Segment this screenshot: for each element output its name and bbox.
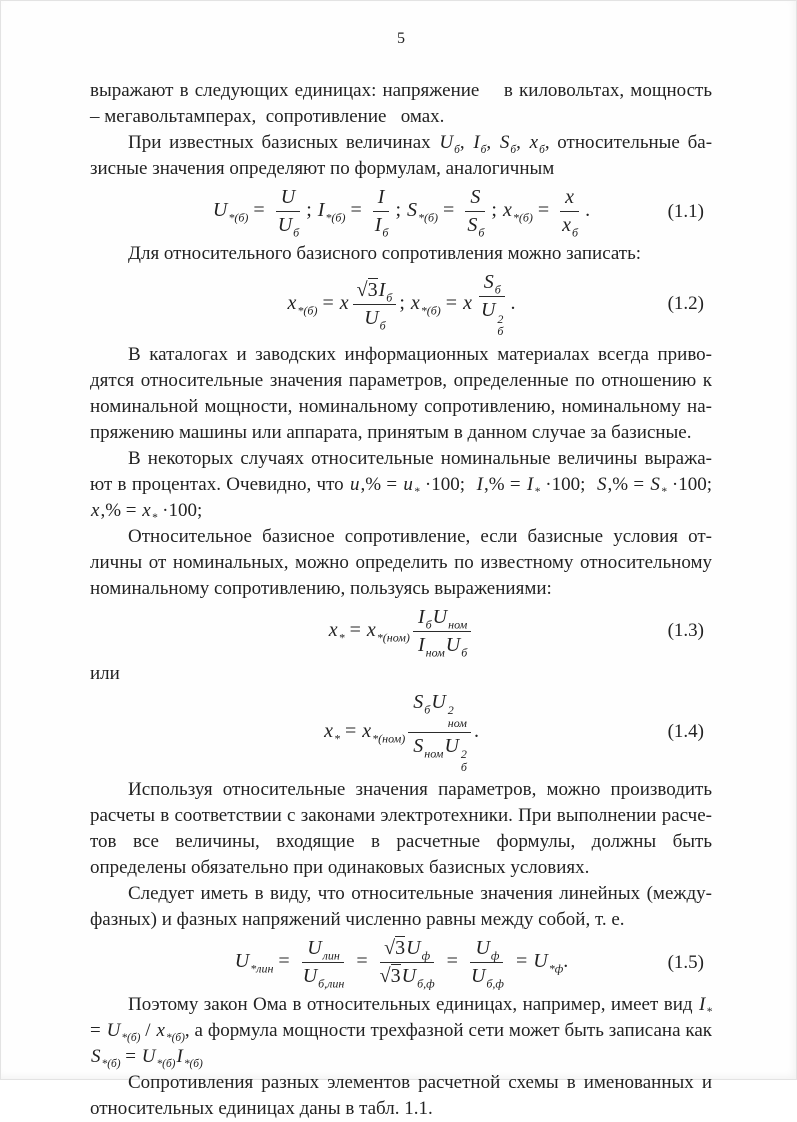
equation-1-2-body: $x_{*(б)} = x$ $\frac{√3I_б}{U_б}$ ; $x_{*(б)} = x$ $S_б$ U 2 б . — [287, 271, 516, 339]
paragraph-using-relative: Используя относительные значения параметров, можно производить расчеты в соответствии с законами электротехники. При выполнении расчетов все величины, входящие в расчетные формулы, должны быть определены обязательно при одинаковых базисных условиях. — [90, 779, 712, 879]
equation-1-3-number: (1.3) — [667, 620, 704, 642]
equation-1-4 — [90, 691, 712, 774]
word-or: или — [90, 662, 120, 684]
equation-1-2-number: (1.2) — [667, 293, 704, 315]
paragraph-table-ref: Сопротивления разных элементов расчетной схемы в именованных и относительных единицах даны в табл. 1.1. — [90, 1072, 712, 1120]
equation-1-1 — [90, 186, 712, 240]
equation-1-1-number: (1.1) — [667, 200, 704, 222]
equation-1-4-number: (1.4) — [667, 721, 704, 743]
equation-1-1-body: $U_{*(б)}$ = $\frac{U}{U_б}$ ; $I_{*(б)}$ = $\frac{I}{I_б}$ ; $S_{*(б)}$ = $\frac{S}{S_б}$ ; $x_{*(б)}$ = $\frac{x}{x_б}$ . — [212, 186, 591, 240]
equation-1-5-body: $U_{*лин}$ = $\frac{U_{лин}}{U_{б,лин}}$ = $\frac{√3U_ф}{√3U_{б,ф}}$ = $\frac{U_ф}{U_{б,ф}}$ = $U_{*ф}$. — [234, 937, 569, 991]
paragraph-line-phase: Следует иметь в виду, что относительные значения линейных (междуфазных) и фазных напряжений численно равны между собой, т. е. — [90, 883, 712, 931]
paragraph-catalogs: В каталогах и заводских информационных материалах всегда приводятся относительные значения параметров, определенные по отношению к номинальной мощности, номинальному сопротивлению, номинальному напряжению машины или аппарата, принятым в данном случае за базисные. — [90, 343, 712, 443]
equation-1-4-body: $x_* = x_{*(ном)}$ $S_бU$ 2 ном $S_{ном}U$ 2 б . — [324, 690, 479, 774]
paragraph-ohms-law: Поэтому закон Ома в относительных единицах, например, имеет вид $I_* = U_{*(б)} / x_{*(б)}$, а формула мощности трехфазной сети может быть записана как $S_{*(б)} = U_{*(б)}I_{*(б)}$ — [90, 994, 713, 1071]
paragraph-units: выражают в следующих единицах: напряжение в киловольтах, мощность – мегавольтамперах, сопротивление омах. — [90, 80, 712, 127]
equation-1-3 — [90, 605, 712, 660]
paragraph-base-values: При известных базисных величинах $U_б$, $I_б$, $S_б$, $x_б$, относительные базисные значения определяют по формулам, аналогичным — [90, 132, 713, 179]
equation-1-5 — [90, 937, 712, 991]
equation-1-5-number: (1.5) — [667, 951, 704, 973]
paragraph-relative-base-resistance: Относительное базисное сопротивление, если базисные условия отличны от номинальных, можно определить по известному относительному номинальному сопротивлению, пользуясь выражениями: — [90, 525, 712, 599]
equation-1-3-body: $x_* = x_{*(ном)}$ $\frac{I_бU_{ном}}{I_{ном}U_б}$ — [328, 606, 475, 657]
page-number: 5 — [397, 30, 405, 47]
paragraph-percent: В некоторых случаях относительные номинальные величины выражают в процентах. Очевидно, что $u,\% = u_* \cdot 100$; $I,\% = I_* \cdot 100$; $S,\% = S_* \cdot 100$; $x,\% = x_* \cdot 100$; — [90, 447, 713, 524]
equation-1-2 — [90, 271, 712, 338]
paragraph-base-resistance-intro: Для относительного базисного сопротивления можно записать: — [128, 243, 642, 264]
